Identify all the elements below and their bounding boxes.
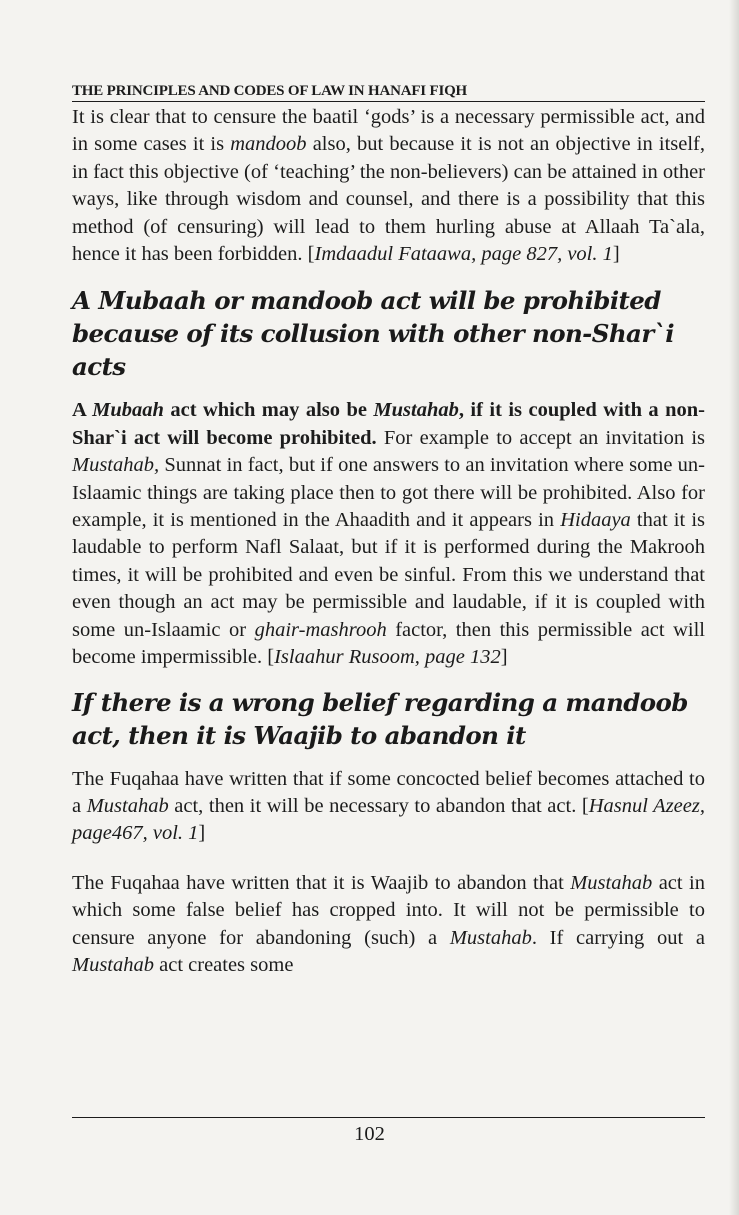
text-segment: that it is laudable to perform Nafl Salaat, but if it is performed during the Makrooh times, it will be prohibited and even be sinful. From this we understand that even though an act may be permissible and laudable, if it is coupled with some un-Islaamic or: [72, 509, 706, 641]
text-segment: Mustahab: [373, 399, 459, 422]
paragraph-baatil-gods: [72, 104, 705, 268]
text-segment: Hasnul Azeez, page467, vol. 1: [72, 794, 705, 845]
running-head: THE PRINCIPLES AND CODES OF LAW IN HANAFI FIQH: [72, 82, 705, 102]
heading-wrong-belief: If there is a wrong belief regarding a mandoob act, then it is Waajib to abandon it: [72, 687, 688, 750]
text-segment: ]: [612, 243, 620, 266]
text-segment: act, then it will be necessary to abandon that act. [: [168, 794, 589, 817]
page-edge-shadow: [729, 0, 739, 1215]
text-segment: ]: [500, 646, 508, 669]
text-segment: Mustahab: [72, 953, 154, 976]
text-segment: act which may also be: [163, 399, 374, 422]
text-segment: Sunnat in fact, but if one answers to an invitation where some un-Islaamic things are taking place then to got there will be prohibited. Also for example, it is mentioned in the Ahaadith and it appears in: [72, 454, 705, 532]
text-segment: For example to accept an invitation is: [376, 426, 705, 449]
text-segment: Mustahab: [570, 871, 653, 894]
text-segment: Mustahab: [86, 794, 169, 817]
text-segment: Islaahur Rusoom, page 132: [274, 646, 501, 669]
text-segment: Mustahab,: [72, 454, 160, 477]
text-segment: act in which some false belief has cropped into. It will not be permissible to censure anyone for abandoning (such) a: [72, 871, 705, 949]
text-segment: Imdaadul Fataawa, page 827, vol. 1: [314, 243, 613, 266]
text-segment: also, but because it is not an objective in itself, in fact this objective (of ‘teaching’ the non-believers) can be attained in other ways, like through wisdom and counsel, and there is a possibility that this method (of censuring) will lead to them hurling abuse at Allaah Ta`ala, hence it has been forbidden. [: [72, 133, 705, 266]
text-segment: mandoob: [230, 133, 307, 156]
text-segment: . If carrying out a: [531, 926, 705, 949]
text-segment: A: [72, 399, 93, 422]
text-segment: Mustahab: [449, 926, 532, 949]
paragraph-mubaah-coupled: [72, 397, 705, 671]
paragraph-waajib-abandon: [72, 870, 705, 980]
text-segment: act creates some: [154, 953, 294, 976]
text-segment: Mubaah: [92, 399, 164, 422]
footer-rule: [72, 1117, 705, 1118]
text-segment: , if it is coupled with a non-Shar`i act will become prohibited.: [72, 399, 705, 449]
text-segment: It is clear that to censure the baatil ‘gods’ is a necessary permissible act, and in some cases it is: [72, 106, 705, 156]
text-segment: ]: [198, 822, 206, 845]
paragraph-concocted-belief: [72, 766, 705, 848]
text-segment: The Fuqahaa have written that it is Waajib to abandon that: [72, 871, 571, 894]
text-segment: ghair-mashrooh: [254, 618, 387, 641]
page-body: [72, 82, 705, 979]
page-number: 102: [354, 1123, 385, 1145]
text-segment: factor, then this permissible act will become impermissible. [: [72, 618, 705, 669]
text-segment: The Fuqahaa have written that if some concocted belief becomes attached to a: [72, 767, 705, 817]
text-segment: Hidaaya: [560, 509, 631, 532]
heading-mubaah-collusion: A Mubaah or mandoob act will be prohibited because of its collusion with other non-Shar`i acts: [72, 286, 674, 382]
